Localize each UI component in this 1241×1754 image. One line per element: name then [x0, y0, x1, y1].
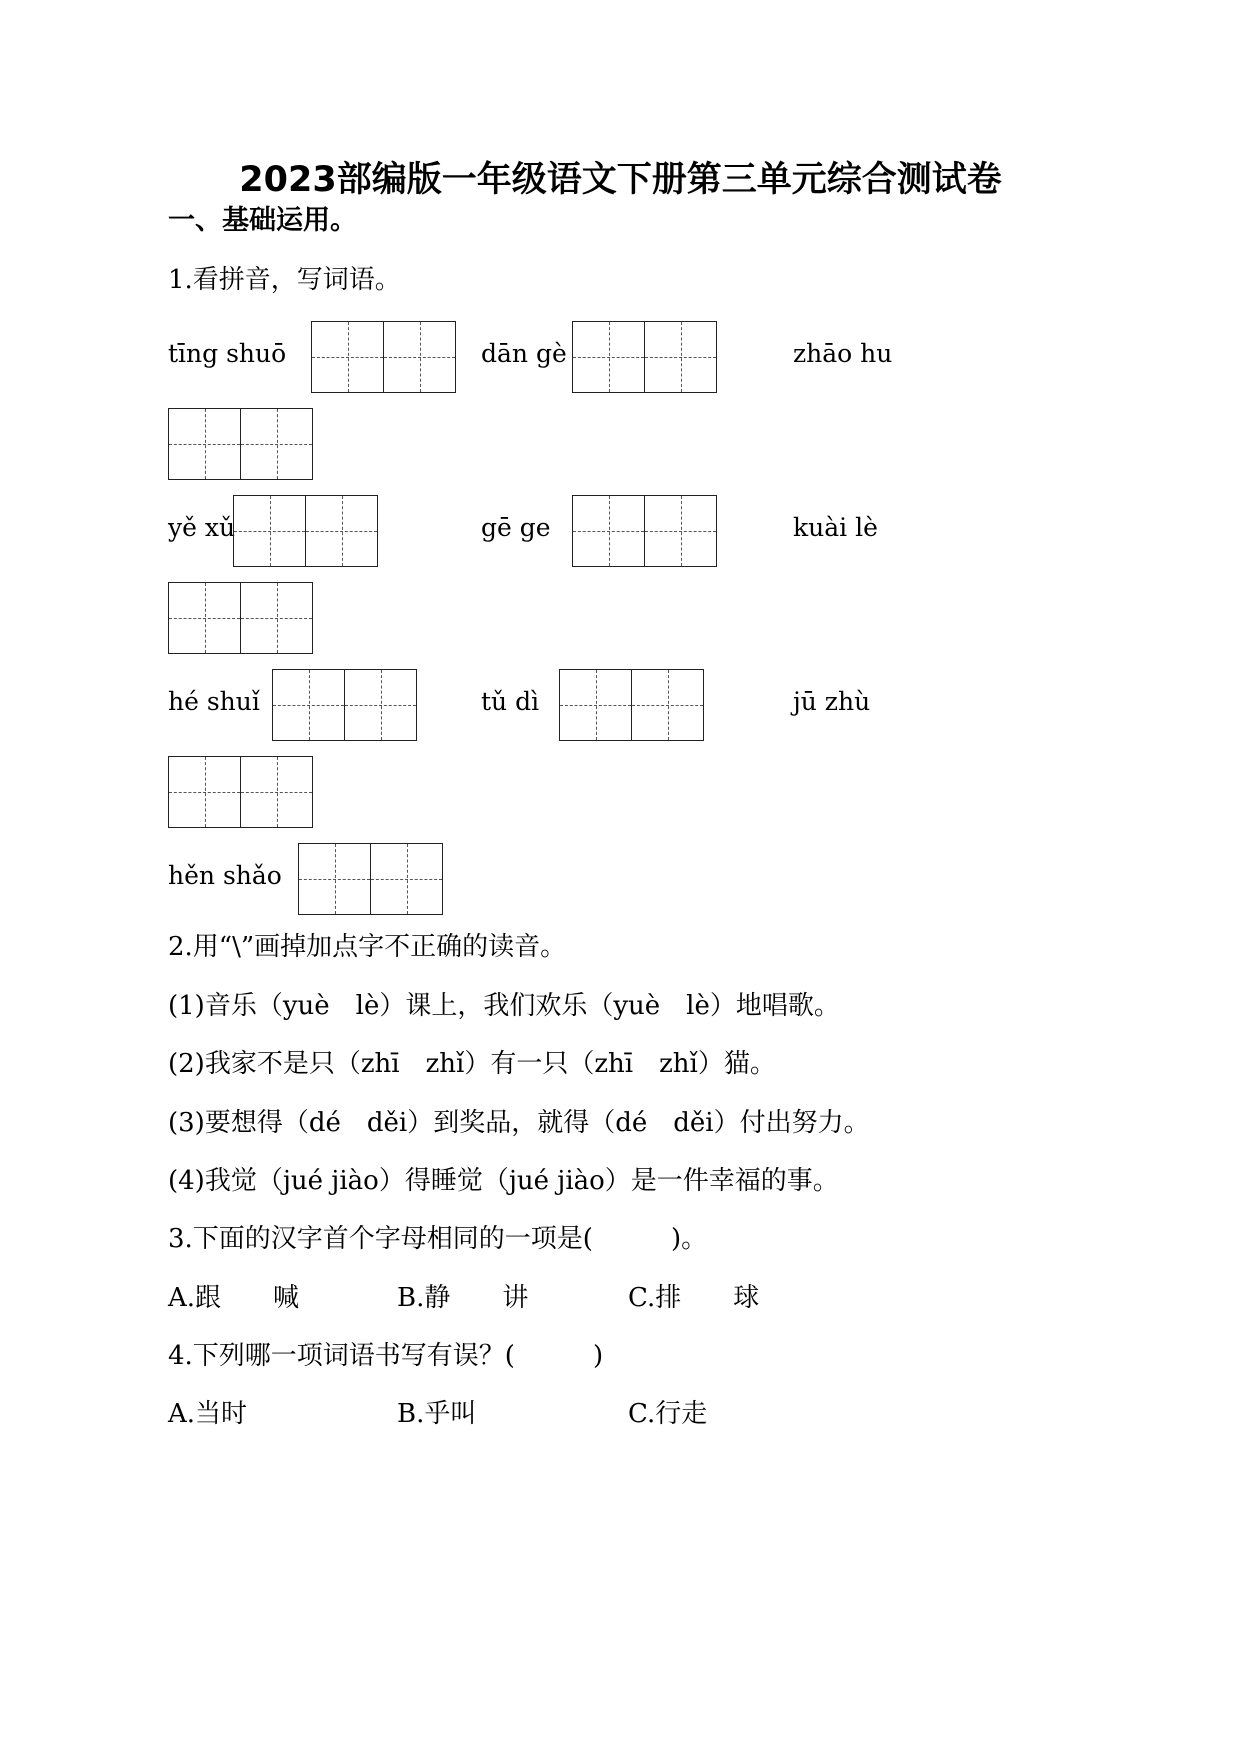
writing-grid[interactable] [233, 495, 378, 567]
pinyin-label: hěn shǎo [168, 861, 282, 890]
writing-grid[interactable] [272, 669, 417, 741]
pinyin-label: gē ge [481, 513, 551, 542]
pinyin-label: kuài lè [793, 513, 878, 542]
option-a[interactable]: A.跟 喊 [168, 1283, 300, 1313]
option-c[interactable]: C.排 球 [628, 1283, 760, 1313]
pinyin-label: tǔ dì [481, 687, 540, 716]
question-2-item: (1)音乐（yuè lè）课上，我们欢乐（yuè lè）地唱歌。 [168, 991, 840, 1021]
question-1-prompt: 1.看拼音，写词语。 [168, 265, 401, 295]
option-b[interactable]: B.静 讲 [397, 1283, 529, 1313]
question-3-prompt: 3.下面的汉字首个字母相同的一项是( )。 [168, 1224, 708, 1254]
question-2-item: (4)我觉（jué jiào）得睡觉（jué jiào）是一件幸福的事。 [168, 1166, 839, 1196]
writing-grid[interactable] [572, 321, 717, 393]
writing-grid[interactable] [168, 756, 313, 828]
pinyin-label: zhāo hu [793, 339, 893, 368]
pinyin-label: dān gè [481, 339, 567, 368]
question-2-prompt: 2.用“\”画掉加点字不正确的读音。 [168, 932, 567, 962]
option-b[interactable]: B.乎叫 [397, 1399, 477, 1429]
question-4-prompt: 4.下列哪一项词语书写有误？( ) [168, 1341, 604, 1371]
writing-grid[interactable] [559, 669, 704, 741]
pinyin-label: jū zhù [793, 687, 871, 716]
option-a[interactable]: A.当时 [168, 1399, 248, 1429]
pinyin-label: yě xǔ [168, 513, 236, 542]
writing-grid[interactable] [572, 495, 717, 567]
writing-grid[interactable] [311, 321, 456, 393]
writing-grid[interactable] [168, 408, 313, 480]
section-heading: 一、基础运用。 [168, 205, 357, 236]
question-2-item: (3)要想得（dé děi）到奖品，就得（dé děi）付出努力。 [168, 1108, 870, 1138]
page-title: 2023部编版一年级语文下册第三单元综合测试卷 [239, 160, 1002, 200]
pinyin-label: hé shuǐ [168, 687, 260, 716]
option-c[interactable]: C.行走 [628, 1399, 708, 1429]
question-2-item: (2)我家不是只（zhī zhǐ）有一只（zhī zhǐ）猫。 [168, 1049, 776, 1079]
pinyin-label: tīng shuō [168, 339, 287, 368]
writing-grid[interactable] [168, 582, 313, 654]
writing-grid[interactable] [298, 843, 443, 915]
